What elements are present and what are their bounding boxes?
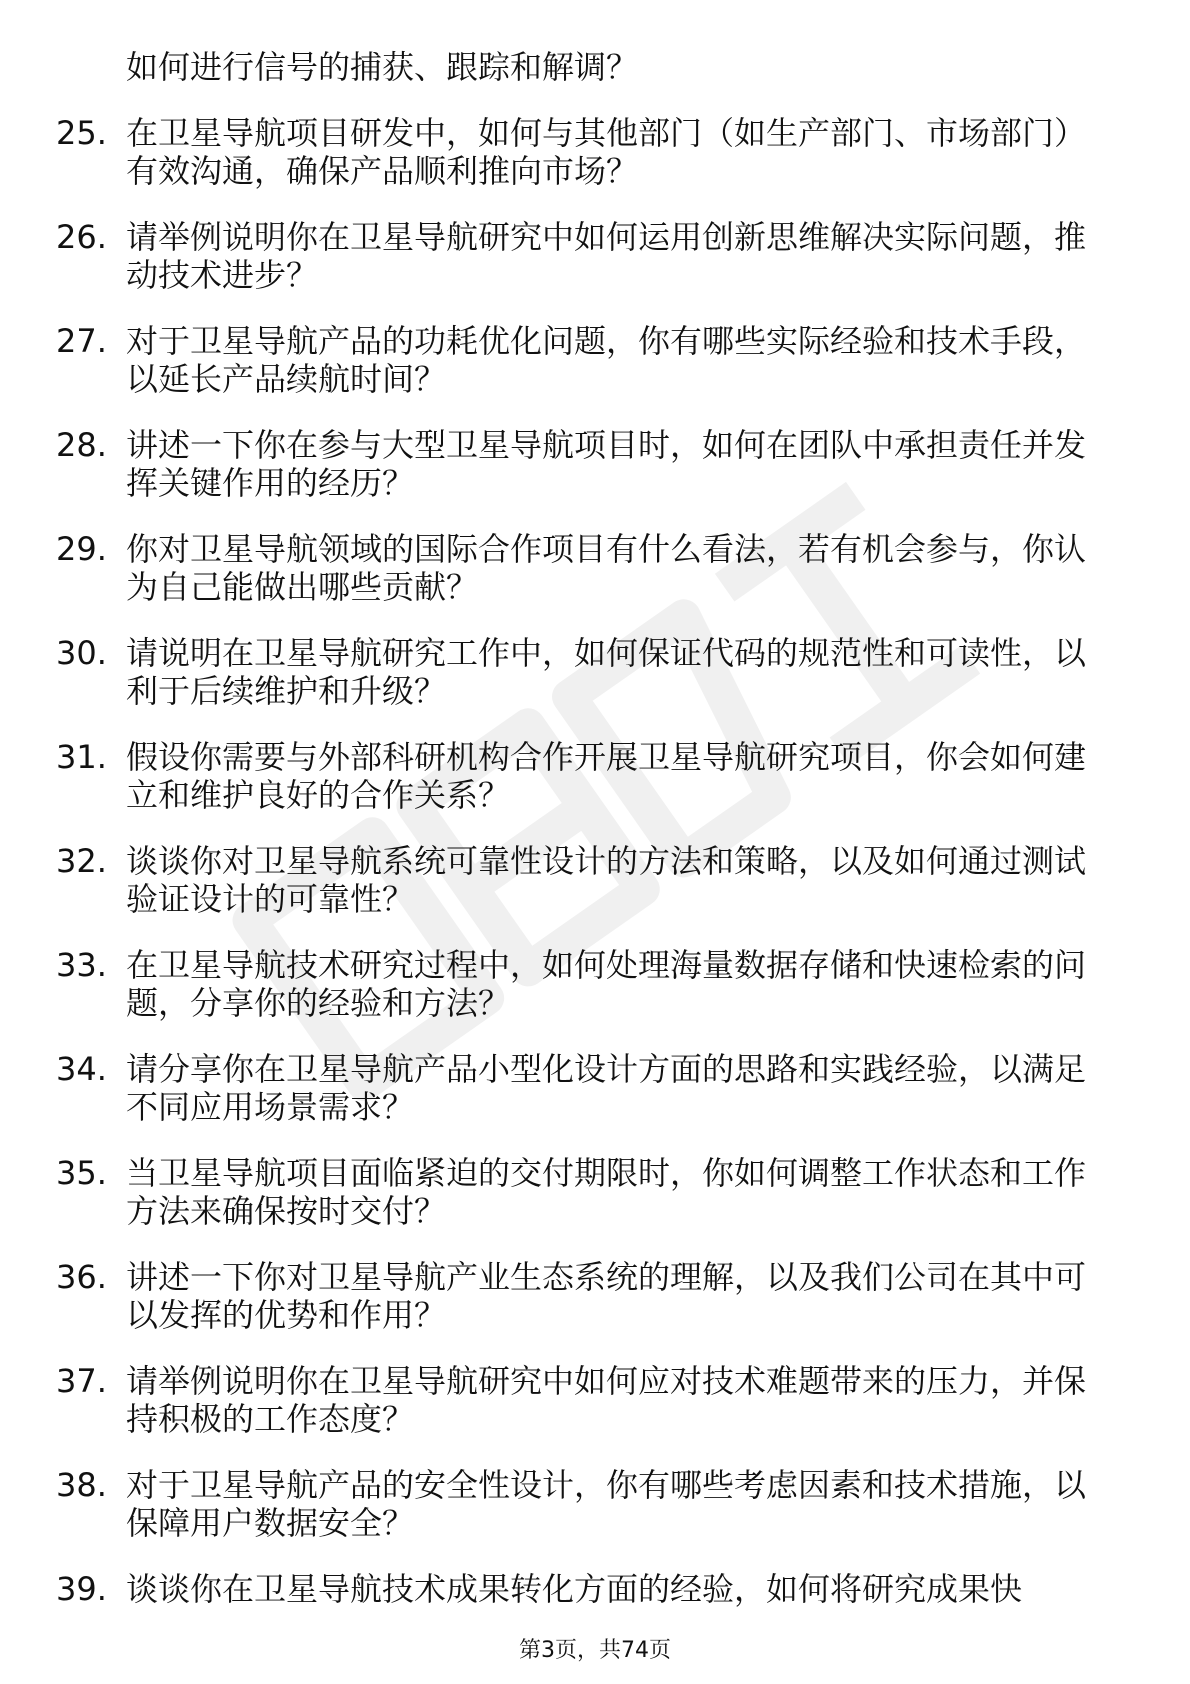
question-number: 27. — [56, 322, 107, 360]
list-item — [0, 1154, 1190, 1258]
list-item — [0, 426, 1190, 530]
question-text: 在卫星导航项目研发中，如何与其他部门（如生产部门、市场部门）有效沟通，确保产品顺利推向市场？ — [126, 114, 1087, 190]
question-text: 对于卫星导航产品的功耗优化问题，你有哪些实际经验和技术手段，以延长产品续航时间？ — [126, 322, 1087, 398]
question-number: 32. — [56, 842, 107, 880]
question-text: 在卫星导航技术研究过程中，如何处理海量数据存储和快速检索的问题，分享你的经验和方法？ — [126, 946, 1087, 1022]
question-text: 假设你需要与外部科研机构合作开展卫星导航研究项目，你会如何建立和维护良好的合作关系？ — [126, 738, 1087, 814]
list-item — [0, 946, 1190, 1050]
question-number: 33. — [56, 946, 107, 984]
list-item — [0, 1050, 1190, 1154]
question-text: 对于卫星导航产品的安全性设计，你有哪些考虑因素和技术措施，以保障用户数据安全？ — [126, 1466, 1087, 1542]
question-text: 请分享你在卫星导航产品小型化设计方面的思路和实践经验，以满足不同应用场景需求？ — [126, 1050, 1087, 1126]
question-list — [0, 114, 1190, 1674]
question-number: 30. — [56, 634, 107, 672]
question-text: 请举例说明你在卫星导航研究中如何应对技术难题带来的压力，并保持积极的工作态度？ — [126, 1362, 1087, 1438]
question-number: 36. — [56, 1258, 107, 1296]
question-number: 28. — [56, 426, 107, 464]
list-item — [0, 1258, 1190, 1362]
list-item — [0, 634, 1190, 738]
question-number: 35. — [56, 1154, 107, 1192]
list-item — [0, 114, 1190, 218]
list-item — [0, 1466, 1190, 1570]
question-number: 38. — [56, 1466, 107, 1504]
question-number: 31. — [56, 738, 107, 776]
question-text: 请举例说明你在卫星导航研究中如何运用创新思维解决实际问题，推动技术进步？ — [126, 218, 1087, 294]
list-item — [0, 842, 1190, 946]
question-text: 当卫星导航项目面临紧迫的交付期限时，你如何调整工作状态和工作方法来确保按时交付？ — [126, 1154, 1087, 1230]
list-item — [0, 1362, 1190, 1466]
question-number: 34. — [56, 1050, 107, 1088]
question-number: 26. — [56, 218, 107, 256]
question-text: 请说明在卫星导航研究工作中，如何保证代码的规范性和可读性，以利于后续维护和升级？ — [126, 634, 1087, 710]
question-text: 谈谈你对卫星导航系统可靠性设计的方法和策略，以及如何通过测试验证设计的可靠性？ — [126, 842, 1087, 918]
question-text: 谈谈你在卫星导航技术成果转化方面的经验，如何将研究成果快 — [126, 1570, 1023, 1608]
question-text: 讲述一下你对卫星导航产业生态系统的理解，以及我们公司在其中可以发挥的优势和作用？ — [126, 1258, 1087, 1334]
page-number-footer: 第3页，共74页 — [519, 1638, 671, 1663]
continued-question-text: 如何进行信号的捕获、跟踪和解调？ — [126, 48, 639, 86]
list-item — [0, 322, 1190, 426]
list-item — [0, 738, 1190, 842]
question-number: 39. — [56, 1570, 107, 1608]
question-text: 你对卫星导航领域的国际合作项目有什么看法，若有机会参与，你认为自己能做出哪些贡献？ — [126, 530, 1087, 606]
question-number: 25. — [56, 114, 107, 152]
question-text: 讲述一下你在参与大型卫星导航项目时，如何在团队中承担责任并发挥关键作用的经历？ — [126, 426, 1087, 502]
question-number: 29. — [56, 530, 107, 568]
question-number: 37. — [56, 1362, 107, 1400]
list-item — [0, 530, 1190, 634]
list-item — [0, 218, 1190, 322]
